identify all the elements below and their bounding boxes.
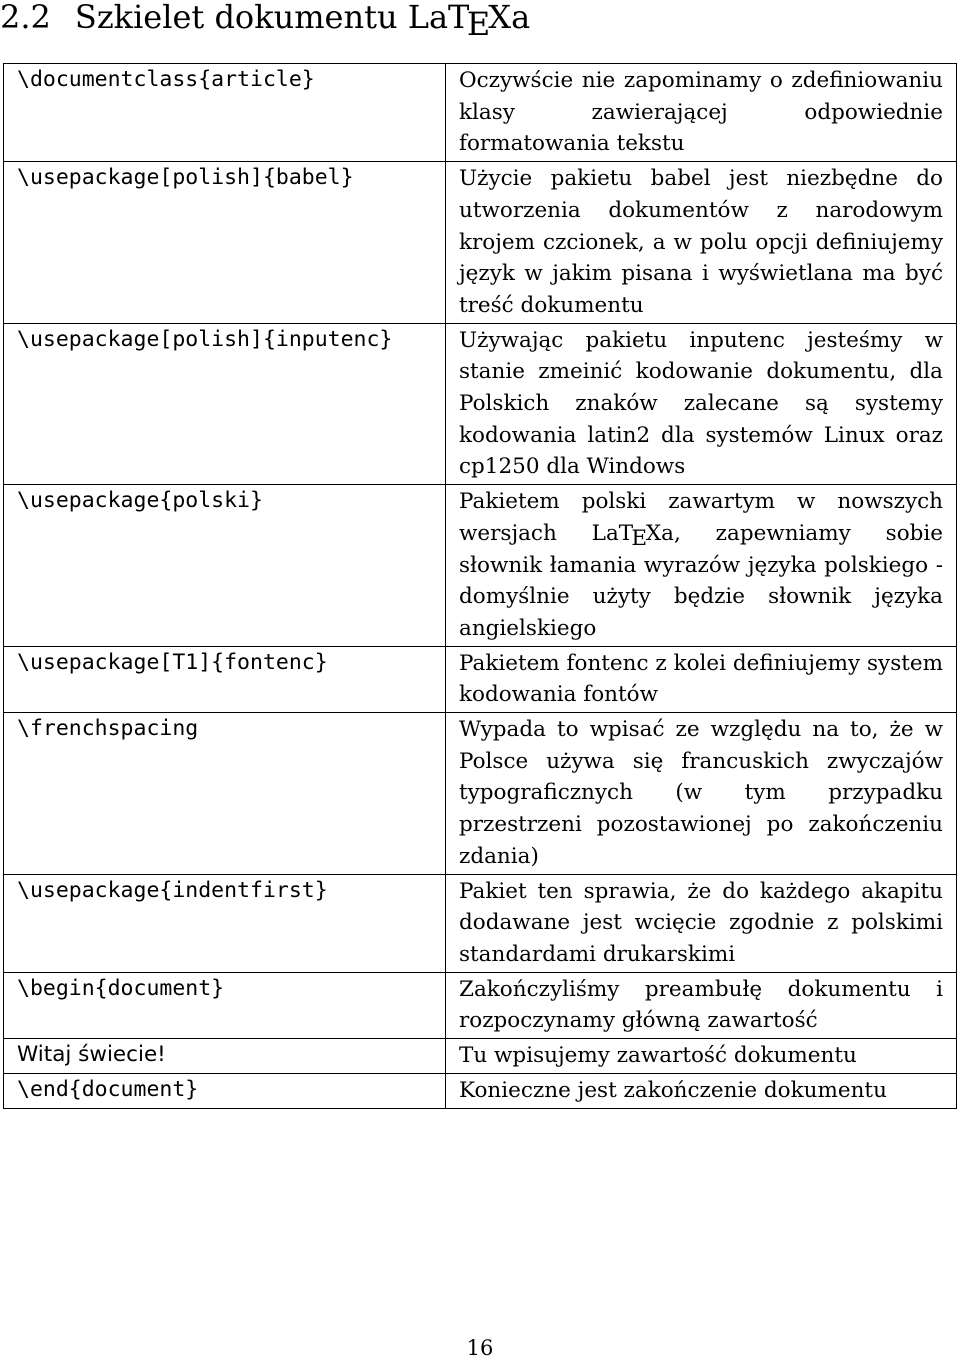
command-cell: \documentclass{article} bbox=[4, 64, 446, 162]
table-row bbox=[4, 64, 957, 162]
description-cell: Oczywście nie zapominamy o zdefiniowaniu klasy zawierającej odpowiednie formatowania tekstu bbox=[446, 64, 957, 162]
command-cell: \usepackage{polski} bbox=[4, 485, 446, 647]
latex-logo: TEXa bbox=[618, 520, 674, 551]
command-cell: \end{document} bbox=[4, 1073, 446, 1108]
table-row bbox=[4, 972, 957, 1038]
section-title: Szkielet dokumentu LaTEXa bbox=[74, 0, 531, 44]
command-cell: \begin{document} bbox=[4, 972, 446, 1038]
description-cell: Zakończyliśmy preambułę dokumentu i rozpoczynamy główną zawartość bbox=[446, 972, 957, 1038]
description-cell: Użycie pakietu babel jest niezbędne do utworzenia dokumentów z narodowym krojem czcionek, a w polu opcji definiujemy język w jakim pisana i wyświetlana ma być treść dokumentu bbox=[446, 162, 957, 324]
preamble-table bbox=[3, 63, 957, 1109]
command-cell: \usepackage[T1]{fontenc} bbox=[4, 646, 446, 712]
command-cell: \usepackage[polish]{babel} bbox=[4, 162, 446, 324]
command-cell: \usepackage{indentfirst} bbox=[4, 874, 446, 972]
table-row bbox=[4, 323, 957, 485]
description-cell: Używając pakietu inputenc jesteśmy w stanie zmeinić kodowanie dokumentu, dla Polskich znaków zalecane są systemy kodowania latin2 dla systemów Linux oraz cp1250 dla Windows bbox=[446, 323, 957, 485]
table-row bbox=[4, 1073, 957, 1108]
command-cell: Witaj świecie! bbox=[4, 1039, 446, 1074]
table-row bbox=[4, 1039, 957, 1074]
command-cell: \frenchspacing bbox=[4, 713, 446, 875]
description-cell: Tu wpisujemy zawartość dokumentu bbox=[446, 1039, 957, 1074]
table-row bbox=[4, 162, 957, 324]
table-row bbox=[4, 874, 957, 972]
page-number: 16 bbox=[466, 1336, 494, 1360]
section-heading bbox=[0, 0, 531, 44]
table-row bbox=[4, 713, 957, 875]
command-cell: \usepackage[polish]{inputenc} bbox=[4, 323, 446, 485]
table-row bbox=[4, 485, 957, 647]
table-row bbox=[4, 646, 957, 712]
description-cell: Konieczne jest zakończenie dokumentu bbox=[446, 1073, 957, 1108]
description-cell: Pakietem fontenc z kolei definiujemy system kodowania fontów bbox=[446, 646, 957, 712]
description-cell: Pakietem polski zawartym w nowszych wersjach LaTEXa, zapewniamy sobie słownik łamania wyrazów języka polskiego - domyślnie użyty będzie słownik języka angielskiego bbox=[446, 485, 957, 647]
description-cell: Wypada to wpisać ze względu na to, że w Polsce używa się francuskich zwyczajów typograficznych (w tym przypadku przestrzeni pozostawionej po zakończeniu zdania) bbox=[446, 713, 957, 875]
section-number: 2.2 bbox=[0, 0, 51, 36]
description-cell: Pakiet ten sprawia, że do każdego akapitu dodawane jest wcięcie zgodnie z polskimi standardami drukarskimi bbox=[446, 874, 957, 972]
